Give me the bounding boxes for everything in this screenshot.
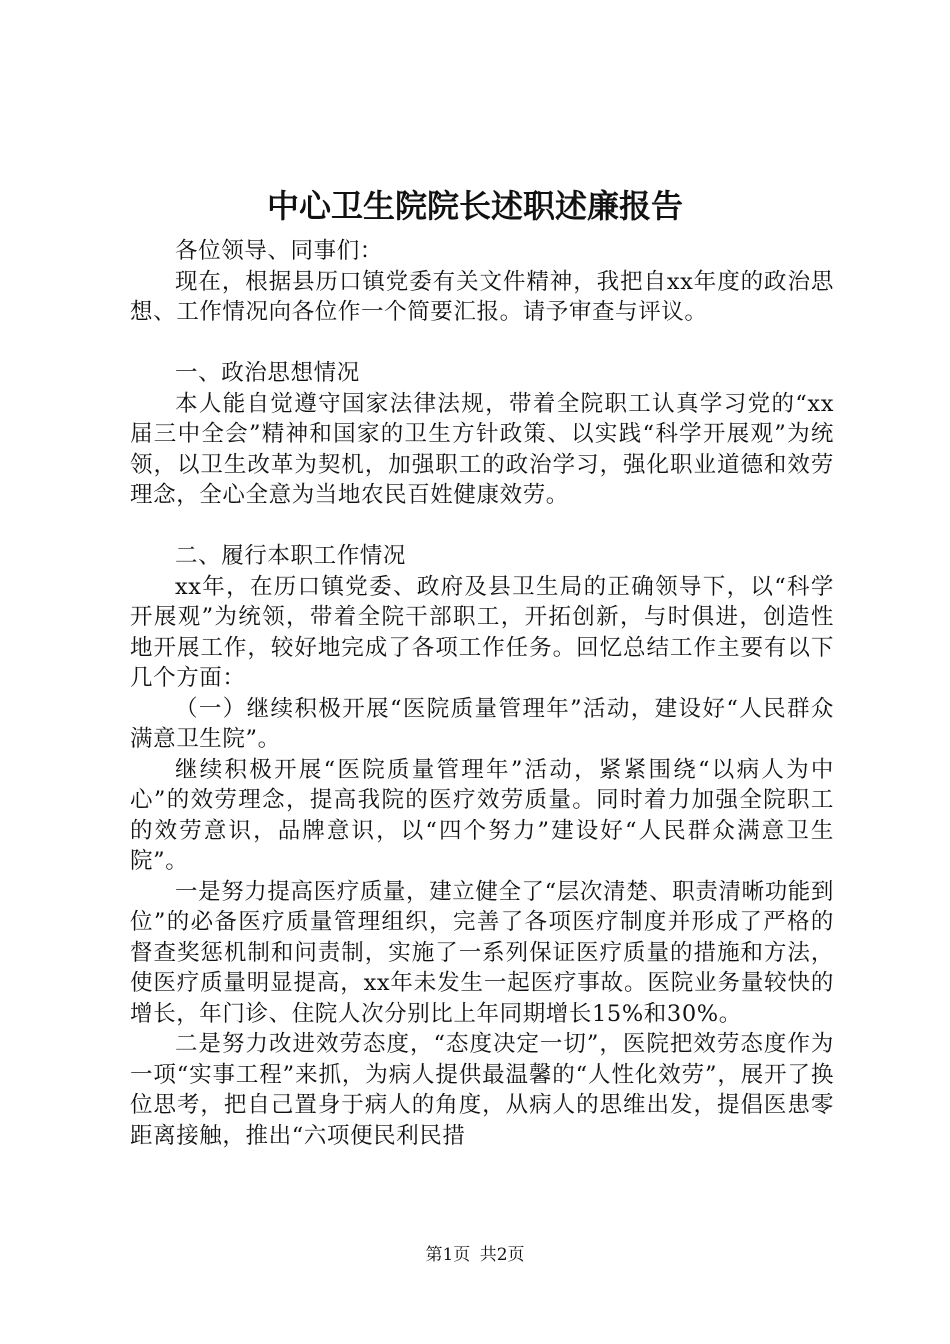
page-number: 第1页 (425, 1245, 471, 1265)
medical-quality-paragraph: 一是努力提高医疗质量，建立健全了“层次清楚、职责清晰功能到位”的必备医疗质量管理组织，完善了各项医疗制度并形成了严格的督查奖惩机制和问责制，实施了一系列保证医疗质量的措施和方法，使医疗质量明显提高，xx年未发生一起医疗事故。医院业务量较快的增长，年门诊、住院人次分别比上年同期增长15%和30%。 (130, 878, 834, 1027)
salutation: 各位领导、同事们： (175, 238, 383, 264)
section-heading-political: 一、政治思想情况 (175, 360, 360, 386)
page-footer (0, 1244, 950, 1266)
page-total: 共2页 (479, 1245, 525, 1265)
quality-paragraph: 继续积极开展“医院质量管理年”活动，紧紧围绕“以病人为中心”的效劳理念，提高我院的医疗效劳质量。同时着力加强全院职工的效劳意识，品牌意识，以“四个努力”建设好“人民群众满意卫生院”。 (130, 756, 834, 874)
subsection-heading-1: （一）继续积极开展“医院质量管理年”活动，建设好“人民群众满意卫生院”。 (130, 695, 834, 752)
section-heading-duties: 二、履行本职工作情况 (175, 543, 407, 569)
document-title: 中心卫生院院长述职述廉报告 (266, 187, 683, 225)
intro-paragraph: 现在，根据县历口镇党委有关文件精神，我把自xx年度的政治思想、工作情况向各位作一个简要汇报。请予审查与评议。 (130, 268, 834, 325)
document-body (130, 236, 834, 1151)
political-paragraph: 本人能自觉遵守国家法律法规，带着全院职工认真学习党的“xx届三中全会”精神和国家的卫生方针政策、以实践“科学开展观”为统领，以卫生改革为契机，加强职工的政治学习，强化职业道德和效劳理念，全心全意为当地农民百姓健康效劳。 (130, 390, 834, 508)
duties-paragraph: xx年，在历口镇党委、政府及县卫生局的正确领导下，以“科学开展观”为统领，带着全院干部职工，开拓创新，与时俱进，创造性地开展工作，较好地完成了各项工作任务。回忆总结工作主要有以下几个方面： (130, 573, 834, 691)
service-attitude-paragraph: 二是努力改进效劳态度，“态度决定一切”，医院把效劳态度作为一项“实事工程”来抓，为病人提供最温馨的“人性化效劳”，展开了换位思考，把自己置身于病人的角度，从病人的思维出发，提倡医患零距离接触，推出“六项便民利民措 (130, 1031, 834, 1149)
